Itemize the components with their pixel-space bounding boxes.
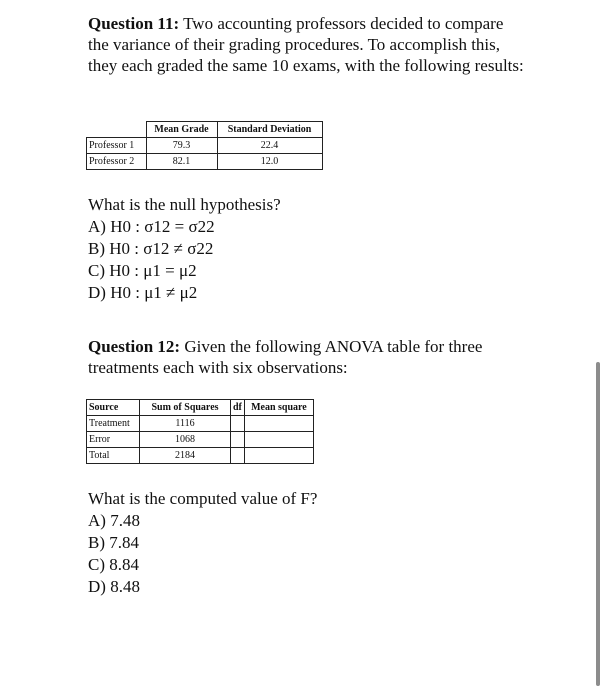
answer-option-a: A) 7.48 xyxy=(88,511,140,530)
table-cell: 82.1 xyxy=(146,154,217,170)
table-cell: Professor 1 xyxy=(87,138,147,154)
table-row xyxy=(87,448,314,464)
table-cell xyxy=(244,432,313,448)
grading-table xyxy=(86,121,323,170)
table-cell xyxy=(244,448,313,464)
table-header-cell: Standard Deviation xyxy=(217,122,322,138)
table-header-row xyxy=(87,400,314,416)
table-row xyxy=(87,416,314,432)
table-cell xyxy=(244,416,313,432)
table-header-cell: Mean Grade xyxy=(146,122,217,138)
anova-table xyxy=(86,399,314,464)
table-cell: Professor 2 xyxy=(87,154,147,170)
table-cell xyxy=(231,416,245,432)
table-row xyxy=(87,154,323,170)
answer-option-a: A) H0 : σ12 = σ22 xyxy=(88,217,215,236)
table-header-cell: Source xyxy=(87,400,140,416)
table-header-cell: Sum of Squares xyxy=(140,400,231,416)
question-12-heading: Question 12: xyxy=(88,337,181,356)
table-header-cell xyxy=(87,122,147,138)
table-header-cell: Mean square xyxy=(244,400,313,416)
question-11-text xyxy=(88,13,528,76)
question-12-prompt: What is the computed value of F? xyxy=(88,489,318,508)
table-cell: 12.0 xyxy=(217,154,322,170)
table-header-cell: df xyxy=(231,400,245,416)
table-cell: 2184 xyxy=(140,448,231,464)
question-12-text xyxy=(88,336,528,378)
table-cell xyxy=(231,432,245,448)
table-cell: Treatment xyxy=(87,416,140,432)
answer-option-c: C) 8.84 xyxy=(88,555,139,574)
table-cell: 1068 xyxy=(140,432,231,448)
table-cell: 79.3 xyxy=(146,138,217,154)
answer-option-b: B) H0 : σ12 ≠ σ22 xyxy=(88,239,214,258)
answer-option-d: D) H0 : μ1 ≠ μ2 xyxy=(88,283,198,302)
table-header-row xyxy=(87,122,323,138)
answer-option-c: C) H0 : μ1 = μ2 xyxy=(88,261,197,280)
answer-option-d: D) 8.48 xyxy=(88,577,140,596)
question-11-prompt: What is the null hypothesis? xyxy=(88,195,281,214)
table-row xyxy=(87,432,314,448)
table-cell: 1116 xyxy=(140,416,231,432)
table-cell: 22.4 xyxy=(217,138,322,154)
table-cell: Error xyxy=(87,432,140,448)
answer-option-b: B) 7.84 xyxy=(88,533,139,552)
vertical-scrollbar[interactable] xyxy=(596,362,600,686)
question-12-answers xyxy=(88,488,528,598)
question-11-heading: Question 11: xyxy=(88,14,180,33)
question-12-body: Given the following ANOVA table for three treatments each with six observations: xyxy=(88,337,483,377)
question-11-answers xyxy=(88,194,528,304)
table-cell: Total xyxy=(87,448,140,464)
table-row xyxy=(87,138,323,154)
table-cell xyxy=(231,448,245,464)
question-11-body: Two accounting professors decided to compare the variance of their grading procedures. To accomplish this, they each graded the same 10 exams, with the following results: xyxy=(88,14,524,75)
